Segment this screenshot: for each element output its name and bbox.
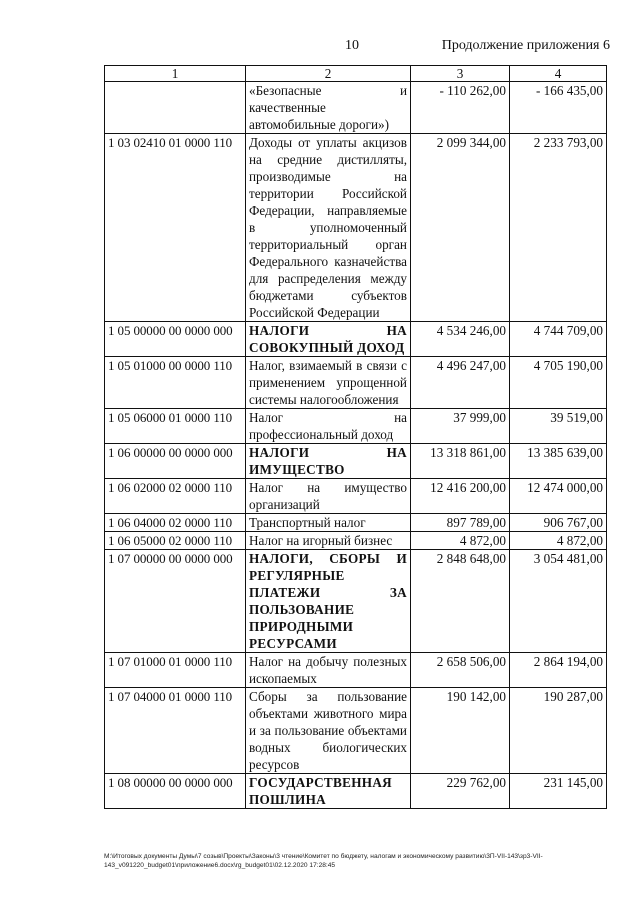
value-cell-column-3: - 110 262,00 [411,82,510,134]
table-row [105,444,607,479]
column-header: 1 [105,66,246,82]
table-row [105,82,607,134]
table-row [105,134,607,322]
table-row [105,532,607,550]
column-header: 3 [411,66,510,82]
code-cell: 1 05 00000 00 0000 000 [105,322,246,357]
table-header-row [105,66,607,82]
value-cell-column-4: 4 872,00 [510,532,607,550]
name-cell: НАЛОГИ НА СОВОКУПНЫЙ ДОХОД [246,322,411,357]
name-cell: ГОСУДАРСТВЕННАЯ ПОШЛИНА [246,774,411,809]
code-cell: 1 05 06000 01 0000 110 [105,409,246,444]
value-cell-column-4: 2 864 194,00 [510,653,607,688]
name-cell: «Безопасные и качественные автомобильные дороги») [246,82,411,134]
code-cell: 1 06 05000 02 0000 110 [105,532,246,550]
file-path-footer: M:\Итоговых документы Думы\7 созыв\Проекты\Законы\3 чтение\Комитет по бюджету, налогам и экономическому развитию\3П-VII-143\зр3-VII-143_v091220_budget01\приложение6.docx\rg_budget01\02.12.2020 17:28:45 [104,853,543,869]
table-row [105,688,607,774]
table-row [105,357,607,409]
budget-table [104,65,607,809]
name-cell: Транспортный налог [246,514,411,532]
value-cell-column-4: 39 519,00 [510,409,607,444]
name-cell: Налог на добычу полезных ископаемых [246,653,411,688]
table-row [105,774,607,809]
code-cell: 1 05 01000 00 0000 110 [105,357,246,409]
value-cell-column-4: 231 145,00 [510,774,607,809]
value-cell-column-3: 4 496 247,00 [411,357,510,409]
value-cell-column-3: 2 099 344,00 [411,134,510,322]
name-cell: Сборы за пользование объектами животного мира и за пользование объектами водных биологических ресурсов [246,688,411,774]
table-body [105,82,607,809]
code-cell [105,82,246,134]
page-number: 10 [345,38,359,53]
value-cell-column-3: 190 142,00 [411,688,510,774]
table-row [105,514,607,532]
table-row [105,653,607,688]
name-cell: Налог, взимаемый в связи с применением упрощенной системы налогообложения [246,357,411,409]
value-cell-column-4: 2 233 793,00 [510,134,607,322]
name-cell: НАЛОГИ, СБОРЫ И РЕГУЛЯРНЫЕ ПЛАТЕЖИ ЗА ПОЛЬЗОВАНИЕ ПРИРОДНЫМИ РЕСУРСАМИ [246,550,411,653]
page-caption: Продолжение приложения 6 [441,38,610,53]
value-cell-column-3: 2 848 648,00 [411,550,510,653]
table-row [105,322,607,357]
code-cell: 1 07 01000 01 0000 110 [105,653,246,688]
column-header: 2 [246,66,411,82]
value-cell-column-3: 12 416 200,00 [411,479,510,514]
value-cell-column-3: 229 762,00 [411,774,510,809]
name-cell: НАЛОГИ НА ИМУЩЕСТВО [246,444,411,479]
value-cell-column-4: 906 767,00 [510,514,607,532]
value-cell-column-4: 4 705 190,00 [510,357,607,409]
value-cell-column-4: 13 385 639,00 [510,444,607,479]
value-cell-column-4: - 166 435,00 [510,82,607,134]
code-cell: 1 03 02410 01 0000 110 [105,134,246,322]
name-cell: Доходы от уплаты акцизов на средние дистилляты, производимые на территории Российской Федерации, направляемые в уполномоченный территориальный орган Федерального казначейства для распределения между бюджетами субъектов Российской Федерации [246,134,411,322]
value-cell-column-4: 190 287,00 [510,688,607,774]
value-cell-column-3: 2 658 506,00 [411,653,510,688]
table-row [105,479,607,514]
column-header: 4 [510,66,607,82]
name-cell: Налог на профессиональный доход [246,409,411,444]
code-cell: 1 08 00000 00 0000 000 [105,774,246,809]
table-row [105,409,607,444]
code-cell: 1 06 02000 02 0000 110 [105,479,246,514]
name-cell: Налог на игорный бизнес [246,532,411,550]
value-cell-column-4: 12 474 000,00 [510,479,607,514]
table-row [105,550,607,653]
value-cell-column-4: 3 054 481,00 [510,550,607,653]
value-cell-column-4: 4 744 709,00 [510,322,607,357]
code-cell: 1 07 04000 01 0000 110 [105,688,246,774]
value-cell-column-3: 897 789,00 [411,514,510,532]
value-cell-column-3: 37 999,00 [411,409,510,444]
value-cell-column-3: 13 318 861,00 [411,444,510,479]
name-cell: Налог на имущество организаций [246,479,411,514]
code-cell: 1 06 00000 00 0000 000 [105,444,246,479]
code-cell: 1 06 04000 02 0000 110 [105,514,246,532]
value-cell-column-3: 4 534 246,00 [411,322,510,357]
value-cell-column-3: 4 872,00 [411,532,510,550]
code-cell: 1 07 00000 00 0000 000 [105,550,246,653]
